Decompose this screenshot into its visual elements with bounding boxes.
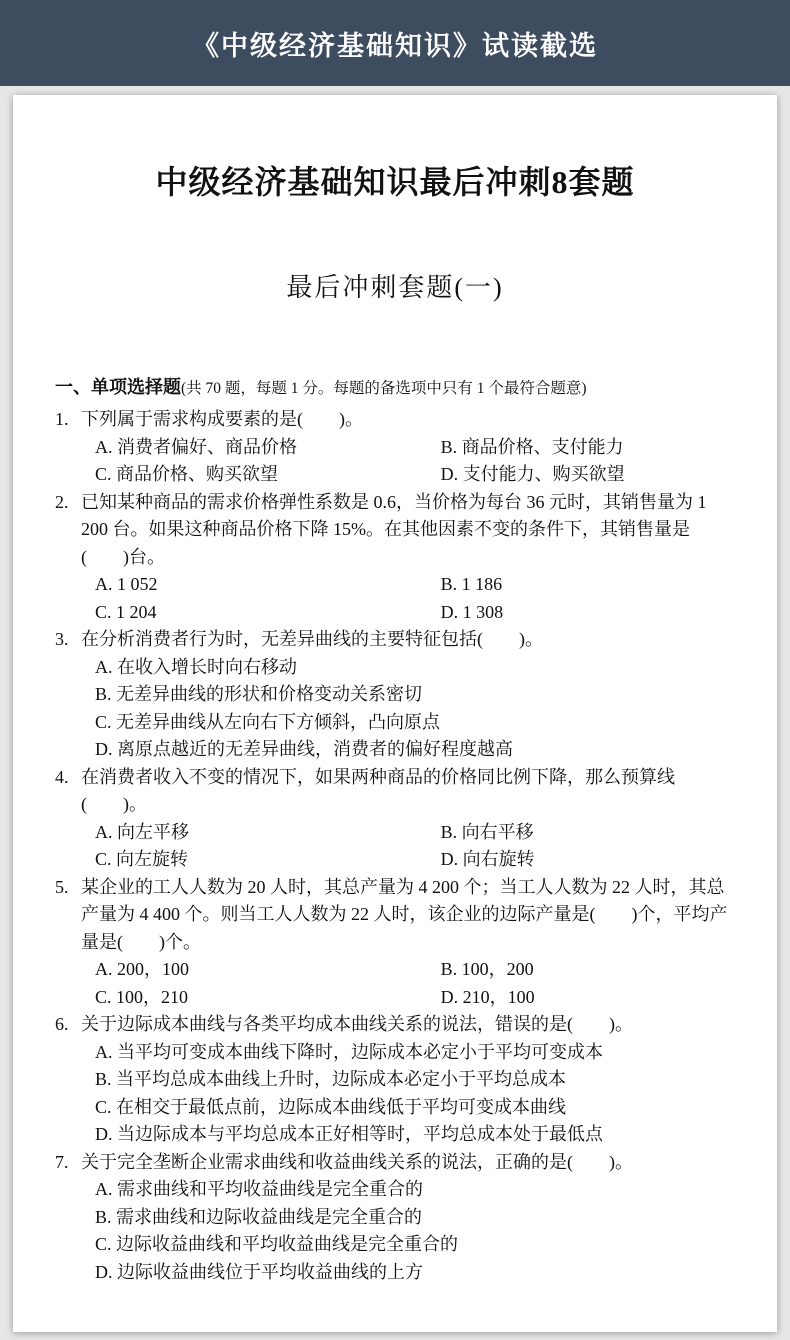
- question-6: [55, 1011, 735, 1149]
- question-number: 6.: [55, 1014, 69, 1034]
- top-banner: [0, 0, 790, 86]
- option: C. 商品价格、购买欲望: [95, 464, 279, 484]
- option: D. 当边际成本与平均总成本正好相等时，平均总成本处于最低点: [95, 1124, 603, 1144]
- option: D. 边际收益曲线位于平均收益曲线的上方: [95, 1261, 423, 1282]
- question-5: [55, 874, 735, 1012]
- question-text: 下列属于需求构成要素的是( )。: [81, 409, 363, 429]
- option: A. 向左平移: [95, 821, 189, 842]
- question-stem: [55, 626, 735, 654]
- question-stem: [55, 874, 735, 957]
- option: D. 向右旋转: [440, 849, 535, 869]
- option: A. 1 052: [95, 574, 158, 594]
- option: A. 当平均可变成本曲线下降时，边际成本必定小于平均可变成本: [95, 1041, 603, 1062]
- option: B. 需求曲线和边际收益曲线是完全重合的: [95, 1206, 423, 1227]
- option: D. 210，100: [440, 986, 535, 1007]
- option: A. 在收入增长时向右移动: [95, 656, 297, 677]
- page-subtitle: 最后冲刺套题(一): [286, 273, 504, 302]
- question-text: 某企业的工人人数为 20 人时，其总产量为 4 200 个；当工人人数为 22 人时，其总产量为 4 400 个。则当工人人数为 22 人时，该企业的边际产量是( )个，平均产量是( )个。: [81, 876, 728, 952]
- question-number: 3.: [55, 629, 69, 649]
- option: A. 消费者偏好、商品价格: [95, 436, 297, 457]
- option: B. 100，200: [440, 959, 534, 979]
- option: D. 支付能力、购买欲望: [440, 464, 625, 484]
- question-3: [55, 626, 735, 764]
- question-stem: [55, 764, 735, 819]
- section-heading-note: (共 70 题，每题 1 分。每题的备选项中只有 1 个最符合题意): [181, 380, 587, 397]
- option: C. 100，210: [95, 986, 189, 1007]
- question-number: 2.: [55, 491, 69, 512]
- question-text: 在分析消费者行为时，无差异曲线的主要特征包括( )。: [81, 629, 543, 649]
- option: D. 1 308: [440, 601, 504, 622]
- option: C. 1 204: [95, 601, 157, 622]
- option-list: [95, 1039, 735, 1149]
- question-list: [55, 406, 735, 1286]
- option-list: [95, 571, 735, 626]
- option: B. 当平均总成本曲线上升时，边际成本必定小于平均总成本: [95, 1069, 567, 1089]
- option: B. 1 186: [440, 574, 503, 594]
- section-heading: [55, 374, 735, 402]
- question-stem: [55, 1011, 735, 1039]
- option-list: [95, 1176, 735, 1286]
- question-number: 1.: [55, 409, 69, 429]
- option-list: [95, 819, 735, 874]
- question-1: [55, 406, 735, 489]
- question-text: 关于边际成本曲线与各类平均成本曲线关系的说法，错误的是( )。: [81, 1014, 633, 1034]
- question-stem: [55, 406, 735, 434]
- document-page: [13, 95, 777, 1332]
- option: C. 向左旋转: [95, 849, 189, 869]
- option: C. 无差异曲线从左向右下方倾斜，凸向原点: [95, 711, 441, 732]
- option: A. 200，100: [95, 959, 189, 979]
- option: B. 向右平移: [440, 821, 534, 842]
- question-text: 关于完全垄断企业需求曲线和收益曲线关系的说法，正确的是( )。: [81, 1151, 633, 1172]
- question-number: 7.: [55, 1151, 69, 1172]
- option-list: [95, 956, 735, 1011]
- question-text: 已知某种商品的需求价格弹性系数是 0.6，当价格为每台 36 元时，其销售量为 1 200 台。如果这种商品价格下降 15%。在其他因素不变的条件下，其销售量是( )台。: [81, 491, 707, 567]
- section-heading-title: 一、单项选择题: [55, 377, 181, 397]
- question-text: 在消费者收入不变的情况下，如果两种商品的价格同比例下降，那么预算线( )。: [81, 766, 675, 814]
- option: C. 在相交于最低点前，边际成本曲线低于平均可变成本曲线: [95, 1096, 567, 1117]
- question-number: 5.: [55, 876, 69, 897]
- option: A. 需求曲线和平均收益曲线是完全重合的: [95, 1179, 423, 1199]
- banner-title: 《中级经济基础知识》试读截选: [192, 30, 598, 61]
- option: B. 商品价格、支付能力: [440, 436, 624, 457]
- question-stem: [55, 489, 735, 572]
- option: B. 无差异曲线的形状和价格变动关系密切: [95, 684, 423, 704]
- question-stem: [55, 1149, 735, 1177]
- option-list: [95, 434, 735, 489]
- question-4: [55, 764, 735, 874]
- question-7: [55, 1149, 735, 1287]
- option: D. 离原点越近的无差异曲线，消费者的偏好程度越高: [95, 739, 513, 759]
- page-title: 中级经济基础知识最后冲刺8套题: [155, 164, 635, 200]
- question-number: 4.: [55, 766, 69, 787]
- question-2: [55, 489, 735, 627]
- option-list: [95, 654, 735, 764]
- option: C. 边际收益曲线和平均收益曲线是完全重合的: [95, 1234, 459, 1254]
